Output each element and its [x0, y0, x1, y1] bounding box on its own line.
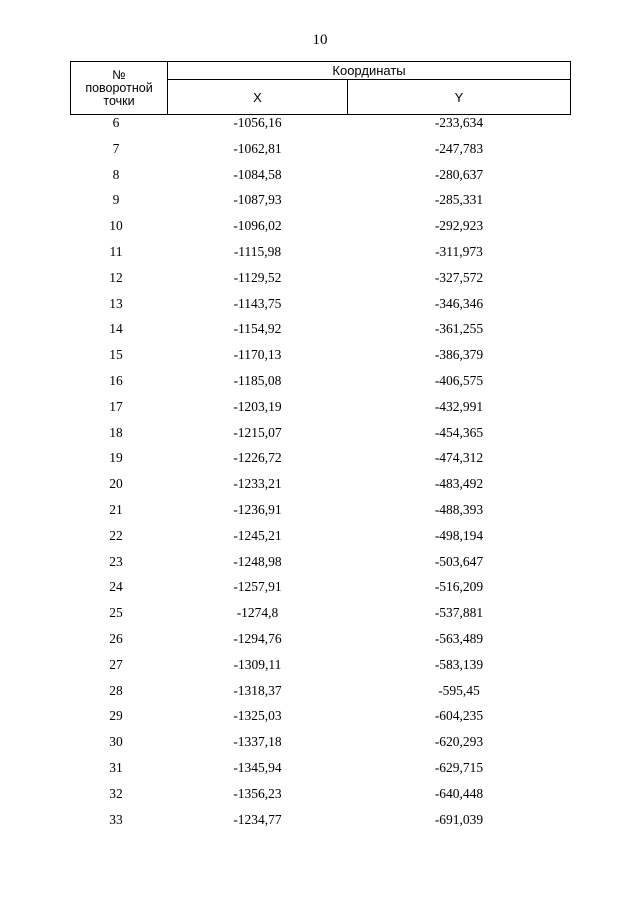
table-row: [71, 244, 571, 270]
cell-y: -537,881: [434, 605, 484, 621]
header-point-number: [71, 62, 168, 115]
table-row: [71, 476, 571, 502]
table-row: [71, 296, 571, 322]
cell-x: -1154,92: [233, 321, 282, 337]
cell-x: -1170,13: [233, 347, 282, 363]
cell-x: -1274,8: [236, 605, 279, 621]
cell-point-number: 33: [109, 811, 123, 827]
cell-x: -1096,02: [233, 218, 282, 234]
cell-y: -583,139: [434, 656, 484, 672]
table-row: [71, 502, 571, 528]
cell-y: -311,973: [435, 243, 483, 259]
table-row: [71, 218, 571, 244]
table-row: [71, 373, 571, 399]
cell-point-number: 16: [109, 372, 123, 388]
cell-point-number: 11: [109, 243, 123, 259]
coordinates-table: [70, 61, 571, 837]
table-row: [71, 760, 571, 786]
table-row: [71, 528, 571, 554]
cell-point-number: 17: [109, 398, 123, 414]
cell-x: -1325,03: [233, 708, 282, 724]
cell-y: -454,365: [434, 424, 484, 440]
table-row: [71, 786, 571, 812]
table-row: [71, 734, 571, 760]
cell-y: -474,312: [434, 450, 484, 466]
header-coordinates: Координаты: [168, 62, 571, 80]
cell-point-number: 9: [112, 192, 120, 208]
cell-point-number: 21: [109, 501, 123, 517]
cell-point-number: 30: [109, 734, 123, 750]
cell-point-number: 22: [109, 527, 123, 543]
cell-point-number: 23: [109, 553, 123, 569]
header-point-number-line1: №: [112, 67, 126, 82]
cell-y: -386,379: [434, 347, 484, 363]
cell-point-number: 6: [112, 115, 120, 130]
cell-y: -629,715: [434, 759, 484, 775]
cell-point-number: 12: [109, 269, 123, 285]
cell-x: -1062,81: [233, 140, 282, 156]
cell-x: -1309,11: [233, 656, 282, 672]
cell-x: -1245,21: [233, 527, 282, 543]
cell-y: -604,235: [434, 708, 484, 724]
cell-x: -1226,72: [233, 450, 282, 466]
cell-x: -1129,52: [233, 269, 282, 285]
cell-x: -1185,08: [233, 372, 282, 388]
cell-y: -595,45: [438, 682, 480, 698]
cell-point-number: 20: [109, 476, 123, 492]
table-row: [71, 167, 571, 193]
cell-y: -640,448: [434, 785, 484, 801]
cell-point-number: 27: [109, 656, 123, 672]
header-y: Y: [348, 80, 571, 115]
cell-x: -1294,76: [233, 630, 282, 646]
page-number: 10: [312, 32, 328, 48]
cell-x: -1257,91: [233, 579, 282, 595]
cell-y: -516,209: [434, 579, 484, 595]
header-point-number-line2: поворотной: [85, 80, 153, 95]
cell-point-number: 19: [109, 450, 123, 466]
cell-point-number: 26: [109, 630, 123, 646]
cell-y: -327,572: [434, 269, 484, 285]
cell-x: -1248,98: [233, 553, 282, 569]
table-row: [71, 631, 571, 657]
cell-x: -1056,16: [233, 115, 282, 130]
cell-x: -1337,18: [233, 734, 282, 750]
table-row: [71, 683, 571, 709]
table-row: [71, 192, 571, 218]
cell-x: -1318,37: [233, 682, 282, 698]
cell-point-number: 29: [109, 708, 123, 724]
header-x: X: [168, 80, 348, 115]
cell-y: -620,293: [434, 734, 484, 750]
table-row: [71, 708, 571, 734]
cell-point-number: 31: [109, 759, 123, 775]
cell-y: -292,923: [434, 218, 484, 234]
table-row: [71, 347, 571, 373]
cell-point-number: 28: [109, 682, 123, 698]
cell-x: -1356,23: [233, 785, 282, 801]
cell-y: -483,492: [434, 476, 484, 492]
cell-x: -1233,21: [233, 476, 282, 492]
cell-y: -285,331: [434, 192, 484, 208]
table-row: [71, 425, 571, 451]
table-row: [71, 812, 571, 838]
cell-point-number: 8: [112, 166, 120, 182]
cell-y: -233,634: [434, 115, 484, 130]
cell-point-number: 13: [109, 295, 123, 311]
cell-x: -1115,98: [233, 243, 282, 259]
cell-y: -346,346: [434, 295, 484, 311]
table-row: [71, 321, 571, 347]
cell-y: -498,194: [434, 527, 484, 543]
table-row: [71, 657, 571, 683]
table-row: [71, 115, 571, 141]
cell-y: -361,255: [434, 321, 484, 337]
cell-x: -1345,94: [233, 759, 282, 775]
cell-x: -1234,77: [233, 811, 282, 827]
cell-x: -1236,91: [233, 501, 282, 517]
table-row: [71, 141, 571, 167]
table-row: [71, 270, 571, 296]
cell-point-number: 32: [109, 785, 123, 801]
table-row: [71, 399, 571, 425]
cell-y: -503,647: [434, 553, 484, 569]
cell-y: -563,489: [434, 630, 484, 646]
table-row: [71, 579, 571, 605]
cell-y: -280,637: [434, 166, 484, 182]
table-body: [71, 115, 571, 838]
cell-y: -488,393: [434, 501, 484, 517]
cell-point-number: 10: [109, 218, 123, 234]
cell-x: -1084,58: [233, 166, 282, 182]
cell-point-number: 25: [109, 605, 123, 621]
cell-point-number: 18: [109, 424, 123, 440]
cell-x: -1203,19: [233, 398, 282, 414]
cell-y: -691,039: [434, 811, 484, 827]
table-row: [71, 554, 571, 580]
cell-x: -1087,93: [233, 192, 282, 208]
cell-point-number: 24: [109, 579, 123, 595]
cell-y: -432,991: [434, 398, 484, 414]
cell-x: -1215,07: [233, 424, 282, 440]
cell-x: -1143,75: [233, 295, 282, 311]
header-point-number-line3: точки: [103, 93, 135, 108]
table-row: [71, 605, 571, 631]
table-row: [71, 450, 571, 476]
cell-y: -406,575: [434, 372, 484, 388]
cell-point-number: 14: [109, 321, 123, 337]
cell-point-number: 15: [109, 347, 123, 363]
cell-y: -247,783: [434, 140, 484, 156]
cell-point-number: 7: [112, 140, 120, 156]
table-header: [71, 62, 571, 115]
